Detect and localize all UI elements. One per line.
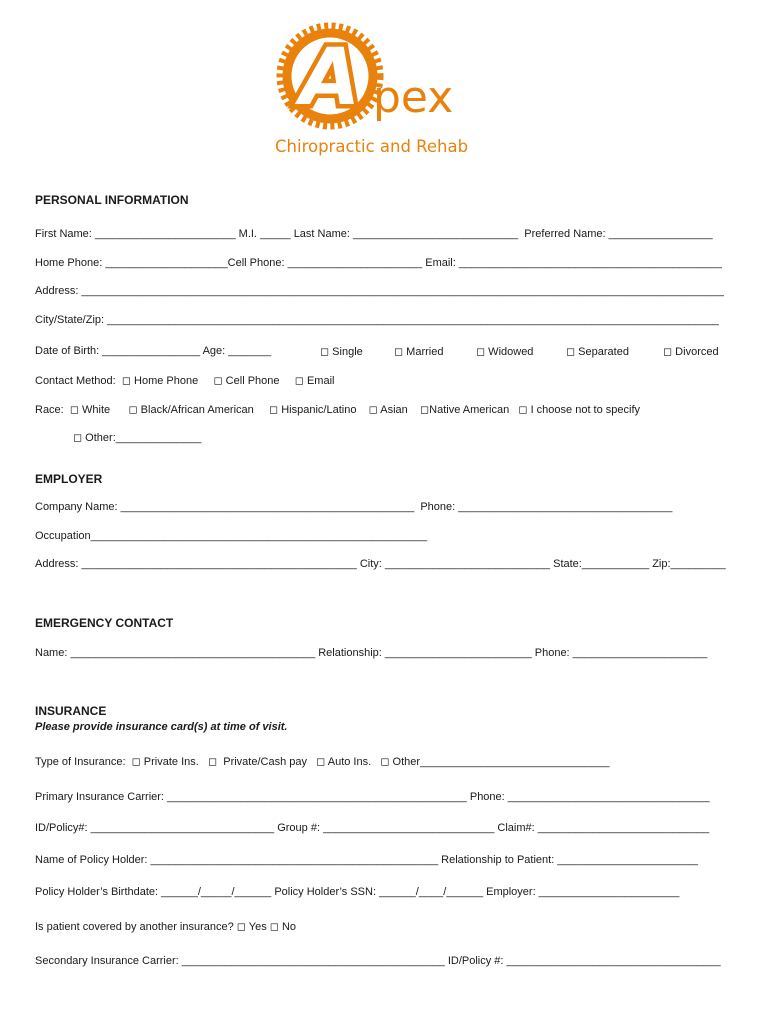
phone-email-fields[interactable]: Home Phone: ____________________Cell Phone: ______________________ Email: ___________________________________________ — [35, 257, 722, 269]
policy-holder-fields[interactable]: Name of Policy Holder: _______________________________________________ Relationship to Patient: _______________________ — [35, 854, 699, 866]
insurance-type-options[interactable]: Type of Insurance: ◻ Private Ins. ◻ Private/Cash pay ◻ Auto Ins. ◻ Other_______________________________ — [35, 756, 610, 768]
emergency-contact-fields[interactable]: Name: ________________________________________ Relationship: ________________________ Phone: ______________________ — [35, 647, 708, 659]
race-options[interactable]: Race: ◻ White ◻ Black/African American ◻ Hispanic/Latino ◻ Asian ◻Native American ◻ I choose not to specify — [35, 404, 641, 416]
personal-info-heading: PERSONAL INFORMATION — [35, 193, 189, 207]
employer-heading: EMPLOYER — [35, 472, 103, 486]
marital-married-checkbox[interactable]: ◻ Married — [394, 346, 444, 358]
dob-age-fields[interactable]: Date of Birth: ________________ Age: _______ — [35, 345, 272, 357]
insurance-note: Please provide insurance card(s) at time of visit. — [35, 721, 288, 733]
city-state-zip-field[interactable]: City/State/Zip: ____________________________________________________________________________________________________ — [35, 314, 719, 326]
policy-id-fields[interactable]: ID/Policy#: ______________________________ Group #: ____________________________ Claim#: ____________________________ — [35, 822, 710, 834]
marital-widowed-checkbox[interactable]: ◻ Widowed — [476, 346, 534, 358]
secondary-carrier-fields[interactable]: Secondary Insurance Carrier: ___________________________________________ ID/Policy #: ___________________________________ — [35, 955, 721, 967]
logo-tagline: Chiropractic and Rehab — [275, 137, 469, 156]
marital-single-checkbox[interactable]: ◻ Single — [320, 346, 363, 358]
logo-word: pex — [373, 72, 454, 123]
employer-address-fields[interactable]: Address: _____________________________________________ City: ___________________________ State:___________ Zip:_________ — [35, 558, 726, 570]
marital-divorced-checkbox[interactable]: ◻ Divorced — [663, 346, 719, 358]
policy-holder-details-fields[interactable]: Policy Holder’s Birthdate: ______/_____/______ Policy Holder’s SSN: ______/____/______ Employer: _______________________ — [35, 886, 680, 898]
insurance-heading: INSURANCE — [35, 704, 107, 718]
apex-logo — [270, 18, 520, 163]
logo-letter: A — [299, 33, 361, 123]
contact-method-options[interactable]: Contact Method: ◻ Home Phone ◻ Cell Phone ◻ Email — [35, 375, 335, 387]
primary-carrier-fields[interactable]: Primary Insurance Carrier: _________________________________________________ Phone: _________________________________ — [35, 791, 710, 803]
emergency-contact-heading: EMERGENCY CONTACT — [35, 616, 174, 630]
occupation-field[interactable]: Occupation_______________________________________________________ — [35, 530, 428, 542]
secondary-coverage-question[interactable]: Is patient covered by another insurance? ◻ Yes ◻ No — [35, 921, 297, 933]
race-other-checkbox[interactable]: ◻ Other:______________ — [73, 432, 202, 444]
marital-separated-checkbox[interactable]: ◻ Separated — [566, 346, 629, 358]
company-phone-fields[interactable]: Company Name: ________________________________________________ Phone: ___________________________________ — [35, 501, 673, 513]
address-field[interactable]: Address: _________________________________________________________________________________________________________ — [35, 285, 724, 297]
name-fields[interactable]: First Name: _______________________ M.I. _____ Last Name: ___________________________ Preferred Name: _________________ — [35, 228, 713, 240]
